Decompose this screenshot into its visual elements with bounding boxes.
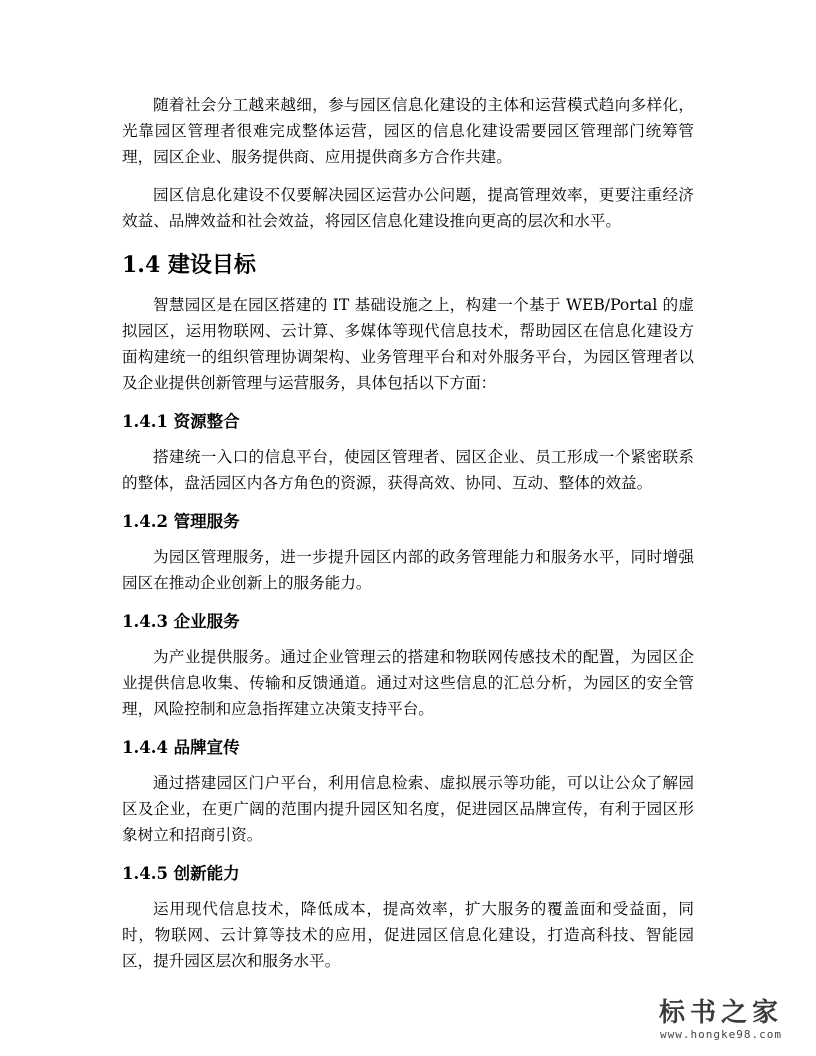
subsection-paragraph-1-4-1: 搭建统一入口的信息平台，使园区管理者、园区企业、员工形成一个紧密联系的整体，盘活园区内各方角色的资源，获得高效、协同、互动、整体的效益。 bbox=[122, 448, 694, 492]
watermark-url: www.hongke98.com bbox=[660, 1028, 782, 1041]
subsection-heading-1-4-1: 1.4.1 资源整合 bbox=[122, 412, 240, 431]
intro-paragraph-1: 随着社会分工越来越细，参与园区信息化建设的主体和运营模式趋向多样化，光靠园区管理者很难完成整体运营，园区的信息化建设需要园区管理部门统筹管理，园区企业、服务提供商、应用提供商多方合作共建。 bbox=[122, 96, 694, 166]
subsection-paragraph-1-4-3: 为产业提供服务。通过企业管理云的搭建和物联网传感技术的配置，为园区企业提供信息收集、传输和反馈通道。通过对这些信息的汇总分析，为园区的安全管理，风险控制和应急指挥建立决策支持平台。 bbox=[122, 648, 694, 718]
subsection-heading-1-4-4: 1.4.4 品牌宣传 bbox=[122, 738, 240, 757]
section-paragraph-1-4: 智慧园区是在园区搭建的 IT 基础设施之上，构建一个基于 WEB/Portal 的虚拟园区，运用物联网、云计算、多媒体等现代信息技术，帮助园区在信息化建设方面构建统一的组织管理协调架构、业务管理平台和对外服务平台，为园区管理者以及企业提供创新管理与运营服务，具体包括以下方面： bbox=[122, 296, 694, 392]
subsection-heading-1-4-2: 1.4.2 管理服务 bbox=[122, 512, 240, 531]
subsection-heading-1-4-5: 1.4.5 创新能力 bbox=[122, 864, 240, 883]
section-heading-1-4: 1.4 建设目标 bbox=[122, 252, 256, 278]
watermark-logo-text: 标书之家 bbox=[658, 998, 783, 1028]
subsection-paragraph-1-4-4: 通过搭建园区门户平台，利用信息检索、虚拟展示等功能，可以让公众了解园区及企业，在更广阔的范围内提升园区知名度，促进园区品牌宣传，有利于园区形象树立和招商引资。 bbox=[122, 774, 694, 844]
intro-paragraph-2: 园区信息化建设不仅要解决园区运营办公问题，提高管理效率，更要注重经济效益、品牌效益和社会效益，将园区信息化建设推向更高的层次和水平。 bbox=[122, 186, 694, 230]
watermark-logo bbox=[646, 998, 796, 1046]
subsection-paragraph-1-4-5: 运用现代信息技术，降低成本，提高效率，扩大服务的覆盖面和受益面，同时，物联网、云计算等技术的应用，促进园区信息化建设，打造高科技、智能园区，提升园区层次和服务水平。 bbox=[122, 900, 694, 970]
subsection-paragraph-1-4-2: 为园区管理服务，进一步提升园区内部的政务管理能力和服务水平，同时增强园区在推动企业创新上的服务能力。 bbox=[122, 548, 694, 592]
subsection-heading-1-4-3: 1.4.3 企业服务 bbox=[122, 612, 240, 631]
document-page bbox=[122, 92, 694, 974]
